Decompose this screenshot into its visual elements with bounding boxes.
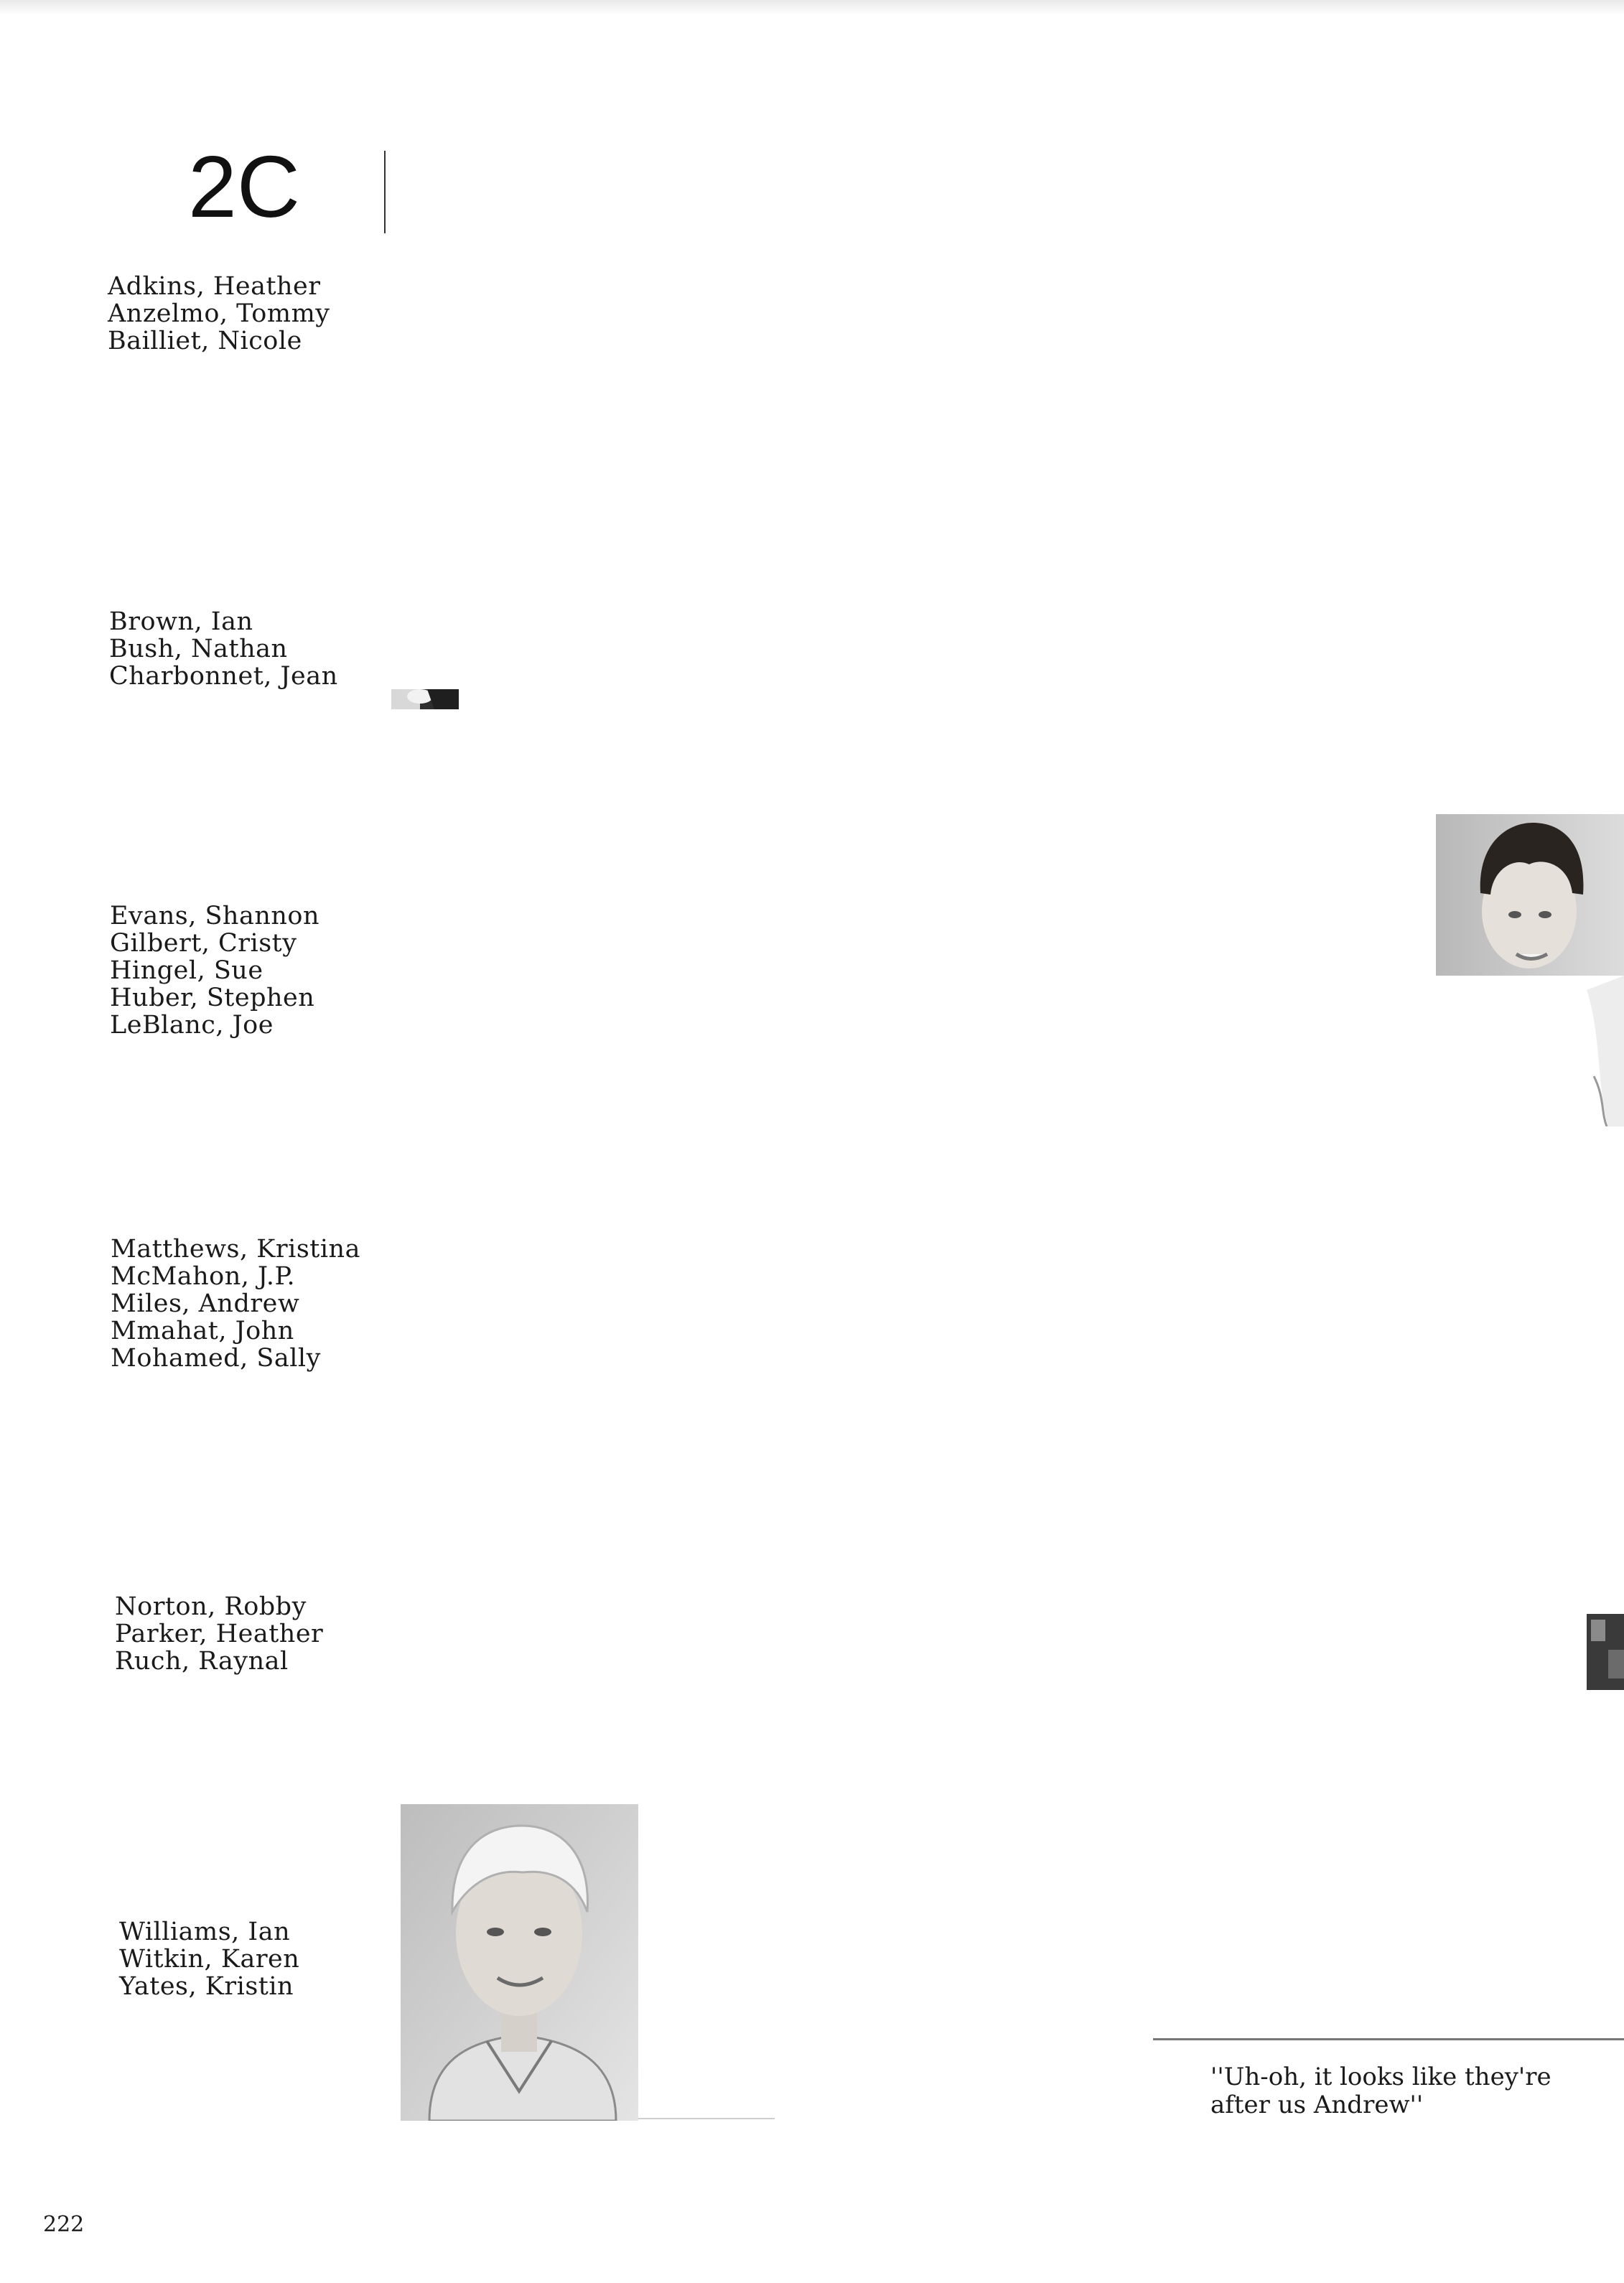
student-name: LeBlanc, Joe: [110, 1011, 274, 1040]
student-name: Parker, Heather: [115, 1620, 324, 1648]
photo-bottom-rule: [638, 2118, 775, 2119]
student-name: Bailliet, Nicole: [108, 327, 302, 355]
student-name: Adkins, Heather: [108, 272, 321, 301]
student-name: Yates, Kristin: [119, 1972, 294, 2001]
student-name: Anzelmo, Tommy: [108, 299, 330, 328]
scan-edge-shadow: [0, 0, 1624, 16]
photo-fragment-right: [1587, 1614, 1624, 1690]
student-name: Bush, Nathan: [109, 635, 288, 663]
student-name: Hingel, Sue: [110, 956, 263, 985]
student-name: Witkin, Karen: [119, 1945, 300, 1974]
name-list-group-3: [110, 902, 319, 1039]
student-name: Matthews, Kristina: [111, 1235, 360, 1264]
page-number: 222: [43, 2212, 85, 2237]
caption-rule: [1153, 2038, 1624, 2040]
student-name: Ruch, Raynal: [115, 1647, 289, 1676]
student-name: Huber, Stephen: [110, 984, 315, 1012]
student-name: Williams, Ian: [119, 1918, 291, 1946]
student-name: Mohamed, Sally: [111, 1344, 321, 1373]
student-name: Miles, Andrew: [111, 1289, 300, 1318]
student-name: Brown, Ian: [109, 607, 253, 636]
portrait-photo-child-blond: [401, 1804, 638, 2121]
name-list-group-6: [119, 1918, 299, 2000]
student-name: Mmahat, John: [111, 1317, 294, 1345]
photo-fragment-top: [391, 689, 459, 709]
divider-line: [384, 151, 386, 233]
student-name: McMahon, J.P.: [111, 1262, 296, 1291]
student-name: Evans, Shannon: [110, 902, 320, 930]
name-list-group-5: [115, 1593, 323, 1675]
student-name: Gilbert, Cristy: [110, 929, 297, 958]
portrait-photo-shoulder: [1572, 976, 1624, 1126]
photo-caption: ''Uh-oh, it looks like they're after us Andrew'': [1210, 2063, 1551, 2119]
name-list-group-1: [108, 273, 330, 355]
student-name: Norton, Robby: [115, 1592, 307, 1621]
name-list-group-2: [109, 608, 338, 690]
name-list-group-4: [111, 1236, 360, 1372]
portrait-photo-boy-right: [1436, 814, 1624, 976]
student-name: Charbonnet, Jean: [109, 662, 338, 691]
class-title: 2C: [188, 138, 300, 235]
